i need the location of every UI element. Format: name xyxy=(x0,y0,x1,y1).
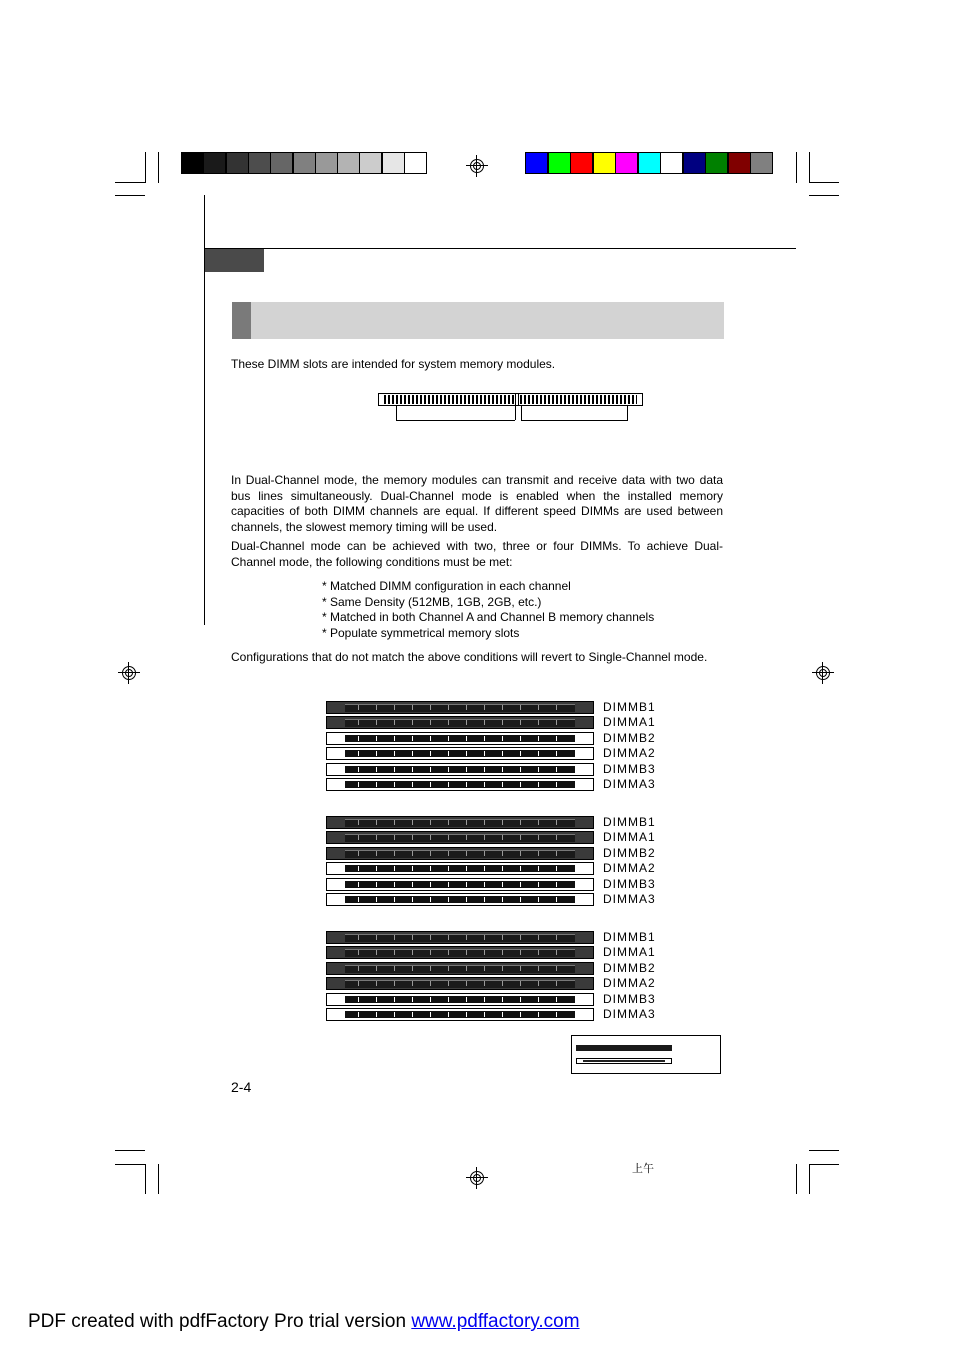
color-swatch xyxy=(660,152,683,174)
condition-item: * Matched in both Channel A and Channel B memory channels xyxy=(322,610,655,624)
color-swatch xyxy=(705,152,728,174)
gray-swatch xyxy=(270,152,293,174)
pdf-banner xyxy=(28,1311,580,1333)
gray-swatch xyxy=(248,152,271,174)
revert-note: Configurations that do not match the above conditions will revert to Single-Channel mode. xyxy=(231,650,708,664)
dimm-slot-label: DIMMA3 xyxy=(603,1007,656,1021)
gray-swatch xyxy=(337,152,360,174)
footer-mark: 上午 xyxy=(632,1162,654,1175)
color-swatch xyxy=(728,152,751,174)
dimm-slot-label: DIMMB1 xyxy=(603,700,656,714)
dimm-slot-label: DIMMA2 xyxy=(603,976,656,991)
legend-empty-slot xyxy=(576,1058,672,1064)
section-title-bar xyxy=(232,302,724,339)
color-swatch xyxy=(683,152,706,174)
gray-swatch xyxy=(293,152,316,174)
dimm-slot-empty xyxy=(326,878,594,891)
dimm-slot-installed xyxy=(326,962,594,975)
dimm-slot-label: DIMMA1 xyxy=(603,945,656,960)
color-swatch xyxy=(570,152,593,174)
gray-swatch xyxy=(226,152,249,174)
color-swatch xyxy=(638,152,661,174)
pdf-banner-text: PDF created with pdfFactory Pro trial version xyxy=(28,1311,407,1332)
dimm-slot-label: DIMMB1 xyxy=(603,815,656,829)
gray-swatch xyxy=(181,152,204,174)
dimm-slot-label: DIMMA1 xyxy=(603,830,656,845)
registration-mark-bottom xyxy=(466,1167,488,1189)
dimm-slot-empty xyxy=(326,862,594,875)
dimm-slot-installed xyxy=(326,716,594,729)
intro-text: These DIMM slots are intended for system memory modules. xyxy=(231,357,556,371)
conditions-list xyxy=(322,579,654,641)
color-swatch xyxy=(548,152,571,174)
dimm-slot-empty xyxy=(326,993,594,1006)
condition-item: * Populate symmetrical memory slots xyxy=(322,625,520,640)
color-swatch xyxy=(593,152,616,174)
gray-swatch xyxy=(315,152,338,174)
dimm-slot-installed xyxy=(326,816,594,829)
dimm-slot-installed xyxy=(326,946,594,959)
gray-swatch xyxy=(404,152,427,174)
condition-item: * Same Density (512MB, 1GB, 2GB, etc.) xyxy=(322,594,542,609)
pdffactory-link[interactable]: www.pdffactory.com xyxy=(411,1311,580,1332)
dimm-slot-installed xyxy=(326,931,594,944)
legend-installed-module xyxy=(576,1045,672,1051)
dual-channel-paragraph-1: In Dual-Channel mode, the memory modules can transmit and receive data with two data bus lines simultaneously. Dual-Channel mode is enabled when the installed memory capacities of both DIMM channels are equal. If different speed DIMMs are used between channels, the slowest memory timing will be used. xyxy=(231,473,723,534)
color-swatch xyxy=(525,152,548,174)
dimm-slot-empty xyxy=(326,778,594,791)
section-title-accent xyxy=(232,302,251,339)
registration-mark-top xyxy=(466,155,488,177)
gray-swatch xyxy=(359,152,382,174)
color-swatch xyxy=(615,152,638,174)
gray-swatch xyxy=(382,152,405,174)
dimm-slot-label: DIMMB2 xyxy=(603,845,656,860)
dimm-slot-label: DIMMA2 xyxy=(603,861,656,876)
color-swatch xyxy=(750,152,773,174)
dimm-slot-label: DIMMA1 xyxy=(603,715,656,730)
dimm-slot-label: DIMMA3 xyxy=(603,892,656,906)
dimm-slot-label: DIMMA2 xyxy=(603,746,656,761)
header-rule xyxy=(204,248,796,249)
dimm-slot-label: DIMMB3 xyxy=(603,876,656,891)
dimm-slot-label: DIMMA3 xyxy=(603,777,656,791)
dimm-slot-label: DIMMB3 xyxy=(603,761,656,776)
dimm-slot-label: DIMMB2 xyxy=(603,730,656,745)
dimm-slot-empty xyxy=(326,763,594,776)
dimm-slot-empty xyxy=(326,1008,594,1021)
dimm-slot-installed xyxy=(326,977,594,990)
dimm-slot-installed xyxy=(326,831,594,844)
dual-channel-paragraph-2: Dual-Channel mode can be achieved with two, three or four DIMMs. To achieve Dual-Channel mode, the following conditions must be met: xyxy=(231,539,723,569)
dimm-slot-label: DIMMB3 xyxy=(603,991,656,1006)
dimm-slot-empty xyxy=(326,747,594,760)
dimm-slot-installed xyxy=(326,847,594,860)
chapter-tab xyxy=(205,249,264,272)
gray-swatch xyxy=(203,152,226,174)
dimm-slot-empty xyxy=(326,893,594,906)
registration-mark-left xyxy=(118,662,140,684)
dimm-slot-empty xyxy=(326,732,594,745)
page-number: 2-4 xyxy=(231,1079,252,1095)
dimm-slot-label: DIMMB2 xyxy=(603,960,656,975)
registration-mark-right xyxy=(812,662,834,684)
condition-item: * Matched DIMM configuration in each channel xyxy=(322,579,571,593)
dimm-slot-installed xyxy=(326,701,594,714)
dimm-slot-label: DIMMB1 xyxy=(603,930,656,944)
legend-box xyxy=(571,1035,721,1074)
